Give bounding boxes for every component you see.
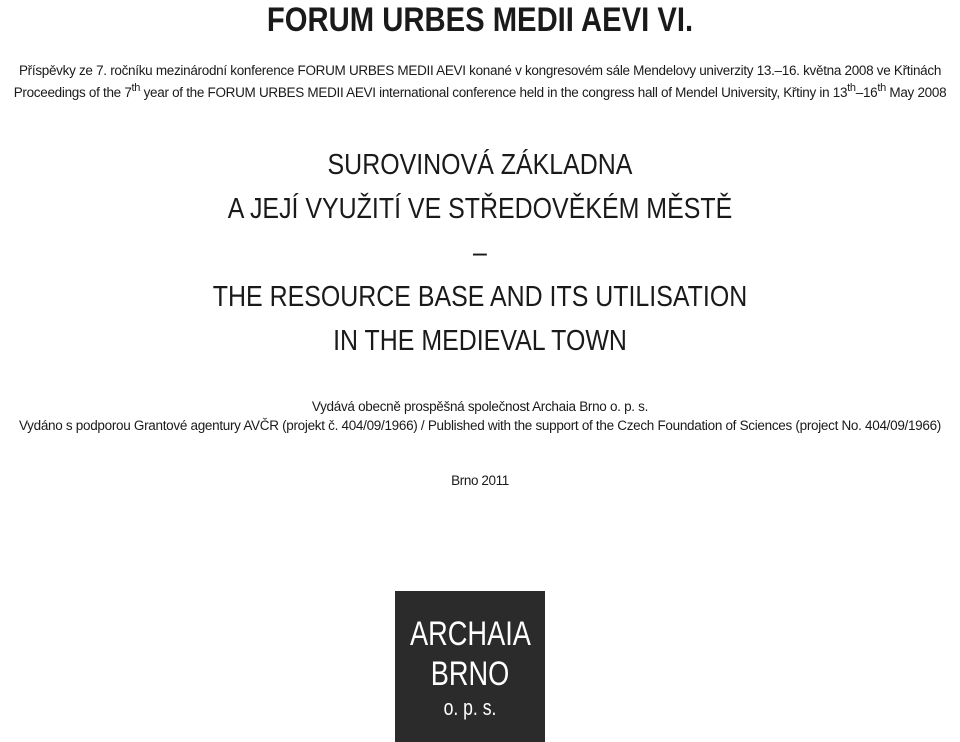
logo-text-ops: o. p. s. xyxy=(443,695,497,720)
series-title: FORUM URBES MEDII AEVI VI. xyxy=(266,1,694,39)
main-title-czech-line-2: A JEJÍ VYUŽITÍ VE STŘEDOVĚKÉM MĚSTĚ xyxy=(227,193,733,225)
main-title-czech-line-1: SUROVINOVÁ ZÁKLADNA xyxy=(327,149,633,181)
main-title-english-line-1: THE RESOURCE BASE AND ITS UTILISATION xyxy=(212,281,748,313)
ordinal-suffix: th xyxy=(847,82,856,94)
place-and-year: Brno 2011 xyxy=(451,473,509,488)
main-title-english-line-2: IN THE MEDIEVAL TOWN xyxy=(333,325,627,357)
proceedings-czech: Příspěvky ze 7. ročníku mezinárodní konference FORUM URBES MEDII AEVI konané v kongresovém sále Mendelovy univerzity 13.–16. května 2008 ve Křtinách xyxy=(18,63,942,78)
logo-text-brno: BRNO xyxy=(430,655,510,693)
proceedings-en-part-1: Proceedings of the 7 xyxy=(13,85,132,100)
logo-text-archaia: ARCHAIA xyxy=(410,615,531,653)
proceedings-en-part-2: year of the FORUM URBES MEDII AEVI international conference held in the congress hall of Mendel University, Křtiny in 13 xyxy=(140,85,848,100)
archaia-brno-logo xyxy=(395,591,545,742)
ordinal-suffix: th xyxy=(131,82,141,94)
proceedings-english xyxy=(0,82,960,104)
publisher-line: Vydává obecně prospěšná společnost Archaia Brno o. p. s. xyxy=(311,399,649,414)
ordinal-suffix: th xyxy=(877,82,886,94)
proceedings-en-part-3: –16 xyxy=(855,85,878,100)
proceedings-en-part-4: May 2008 xyxy=(885,85,947,100)
grant-support-line: Vydáno s podporou Grantové agentury AVČR (projekt č. 404/09/1966) / Published with the support of the Czech Foundation of Sciences (project No. 404/09/1966) xyxy=(18,418,942,433)
title-separator: – xyxy=(473,237,487,269)
